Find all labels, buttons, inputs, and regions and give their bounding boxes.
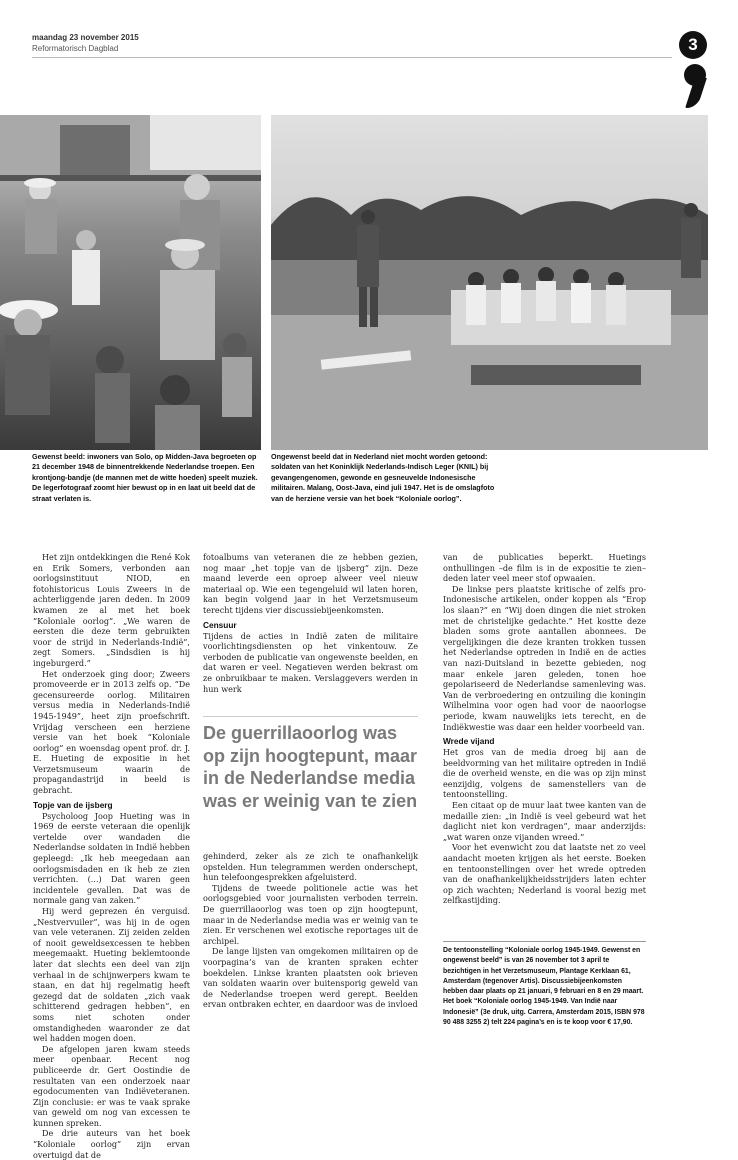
body-paragraph: De linkse pers plaatste kritische of zelfs pro-Indonesische artikelen, onder koppen als “Erop los slaan?” en “Wij doen dingen die niet stroken met de christelijke gedachte.” Het kostte deze bladen soms grote aantallen abonnees. De vergelijkingen die deze kranten trokken tussen het Nederlandse optreden in Indië en de acties van nazi-Duitsland in bezette gebieden, nog maar enkele jaren geleden, tonen hoe gepolariseerd de Nederlandse samenleving was. Van de verbroedering en ontzuiling die koningin Wilhelmina voor ogen had voor de naoorlogse periode, kwam nauwelijks iets terecht, en de Indiëkwestie was daar een helder voorbeeld van. bbox=[443, 583, 646, 732]
body-paragraph: Tijdens de acties in Indië zaten de militaire voorlichtingsdiensten op het vinkentouw. Ze verboden de publicatie van ongewenste beelden, en dat waren er veel. Negatieven werden bekrast om ze onbruikbaar te maken. Verslaggevers werden in hun werk bbox=[203, 630, 418, 694]
header-divider bbox=[32, 57, 672, 58]
body-paragraph: Een citaat op de muur laat twee kanten van de medaille zien: „in Indië is veel gebeurd wat het daglicht niet kon verdragen”, maar anderzijds: „wat waren onze vijanden wreed.” bbox=[443, 800, 646, 842]
page-number-badge: 3 bbox=[679, 31, 707, 59]
exhibition-infobox: De tentoonstelling “Koloniale oorlog 1945-1949. Gewenst en ongewenst beeld” is van 26 november tot 3 april te bezichtigen in het Verzetsmuseum, Plantage Kerklaan 61, Amsterdam (tegenover Artis). Discussiebijeenkomsten hebben daar plaats op 21 januari, 9 februari en 8 en 29 maart. Het boek “Koloniale oorlog 1945-1949. Van Indië naar Indonesië” (3e druk, uitg. Carrera, Amsterdam 2015, ISBN 978 90 488 3255 2) telt 224 pagina’s en is te koop voor € 17,90. bbox=[443, 947, 645, 1027]
body-paragraph: Het gros van de media droeg bij aan de beeldvorming van het militaire optreden in Indië die de overheid wenste, en die was op zijn minst eenzijdig, volgens de samenstellers van de tentoonstelling. bbox=[443, 747, 646, 800]
body-paragraph: Het zijn ontdekkingen die René Kok en Erik Somers, verbonden aan oorlogsinstituut NIOD, en fotohistoricus Louis Zweers in de achterliggende jaren deden. In 2009 kwamen ze al met het boek “Koloniale oorlog”. „We waren de eersten die deze term gebruikten voor de strijd in Nederlands-Indië”, zegt Somers. „Sindsdien is hij ingeburgerd.” bbox=[33, 552, 190, 668]
body-paragraph: gehinderd, zeker als ze zich te onafhankelijk opstelden. Hun telegrammen werden onderschept, hun telefoongesprekken afgeluisterd. bbox=[203, 851, 418, 883]
newspaper-name: Reformatorisch Dagblad bbox=[32, 44, 119, 53]
article-column-2-bottom bbox=[203, 851, 418, 1010]
photo-solo-welcome bbox=[0, 115, 261, 450]
body-paragraph: Voor het evenwicht zou dat laatste net zo veel aandacht moeten krijgen als het eerste. Boeken en tentoonstellingen over het wrede optreden van de onafhankelijkheidsstrijders laten echter op zich wachten; Nederland is vooral bezig met zelfkastijding. bbox=[443, 842, 646, 906]
body-paragraph: fotoalbums van veteranen die ze hebben gezien, nog maar „het topje van de ijsberg” zijn. Deze maand leverde een oproep alweer veel nieuw materiaal op. Wie een tegengeluid wil laten horen, kan begin volgend jaar in het Verzetsmuseum terecht tijdens vier discussiebijeenkomsten. bbox=[203, 552, 418, 615]
body-paragraph: De lange lijsten van omgekomen militairen op de voorpagina’s van de kranten spraken echter boekdelen. Linkse kranten plaatsten ook brieven van soldaten waarin over buitensporig geweld van de Nederlandse troepen werd gerept. Beelden ervan ontbraken echter, en daardoor was de invloed bbox=[203, 946, 418, 1010]
body-paragraph: Psycholoog Joop Hueting was in 1969 de eerste veteraan die openlijk vertelde over wandaden die Nederlandse soldaten in Indië hebben gepleegd: „Ik heb meegedaan aan oorlogsmisdaden en ik heb ze zien verrichten. (...) Dat waren geen incidentele gevallen. Dat was de normale gang van zaken.” bbox=[33, 810, 190, 906]
photo-malang-prisoners-image bbox=[271, 115, 708, 450]
body-paragraph: Het onderzoek ging door; Zweers promoveerde er in 2013 zelfs op. “De gecensureerde oorlog. Militairen versus media in Nederlands-Indië 1945-1949”, heet zijn proefschrift. Vrijdag verscheen een herziene versie van het boek “Koloniale oorlog” en woensdag opent prof. dr. J. E. Hueting de expositie in het Verzetsmuseum waarin de propagandastrijd in beeld is gebracht. bbox=[33, 668, 190, 796]
infobox-divider bbox=[443, 941, 646, 942]
body-paragraph: Hij werd geprezen én verguisd. „Nestvervuiler”, was hij in de ogen van vele veteranen. Zij zeiden zelden of nooit geweldsexcessen te hebben meegemaakt. Hueting beklemtoonde later dat slechts een deel van zijn verhaal in de schijnwerpers kwam te staan, en dat hij regelmatig heeft gezegd dat de soldaten „zich vaak schitterend gedragen hebben”, en soms niet schoten onder omstandigheden waaronder ze dat wel hadden mogen doen. bbox=[33, 906, 190, 1044]
photo-caption-right: Ongewenst beeld dat in Nederland niet mocht worden getoond: soldaten van het Koninklijk Nederlands-Indisch Leger (KNIL) bij gevangengenomen, gewonde en gesneuvelde Indonesische militairen. Malang, Oost-Java, eind juli 1947. Het is de omslagfoto van de herziene versie van het boek “Koloniale oorlog”. bbox=[271, 452, 495, 503]
pull-quote: De guerrillaoorlog was op zijn hoogtepunt, maar in de Nederlandse media was er weinig van te zien bbox=[203, 723, 418, 811]
photo-solo-welcome-image bbox=[0, 115, 261, 450]
body-paragraph: van de publicaties beperkt. Huetings onthullingen –de film is in de expositie te zien– deden later veel meer stof opwaaien. bbox=[443, 552, 646, 584]
body-paragraph: De afgelopen jaren kwam steeds meer openbaar. Recent nog publiceerde dr. Gert Oostindie de resultaten van een onderzoek naar egodocumenten van Indiëveteranen. Zijn conclusie: er was te vaak sprake van geweld om nog van excessen te kunnen spreken. bbox=[33, 1043, 190, 1128]
body-paragraph: Tijdens de tweede politionele actie was het oorlogsgebied voor journalisten verboden terrein. De guerrillaoorlog was toen op zijn hoogtepunt, maar in de Nederlandse media was er weinig van te zien. Er verschenen wel exotische reportages uit de archipel. bbox=[203, 882, 418, 946]
section-heading: Topje van de ijsberg bbox=[33, 799, 113, 810]
section-heading: Censuur bbox=[203, 619, 237, 630]
body-paragraph: De drie auteurs van het boek “Koloniale oorlog” zijn ervan overtuigd dat de bbox=[33, 1128, 190, 1160]
photo-malang-prisoners bbox=[271, 115, 708, 450]
article-column-2-top bbox=[203, 552, 418, 694]
article-column-3 bbox=[443, 552, 646, 906]
photo-caption-left: Gewenst beeld: inwoners van Solo, op Midden-Java begroeten op 21 december 1948 de binnentrekkende Nederlandse troepen. Een krontjong-bandje (de mannen met de witte hoeden) speelt muziek. De legerfotograaf zoomt hier bewust op in en laat uit beeld dat de straat verlaten is. bbox=[32, 452, 258, 503]
article-column-1 bbox=[33, 552, 190, 1160]
pull-quote-divider bbox=[203, 716, 418, 717]
section-heading: Wrede vijand bbox=[443, 736, 495, 747]
issue-date: maandag 23 november 2015 bbox=[32, 33, 139, 42]
